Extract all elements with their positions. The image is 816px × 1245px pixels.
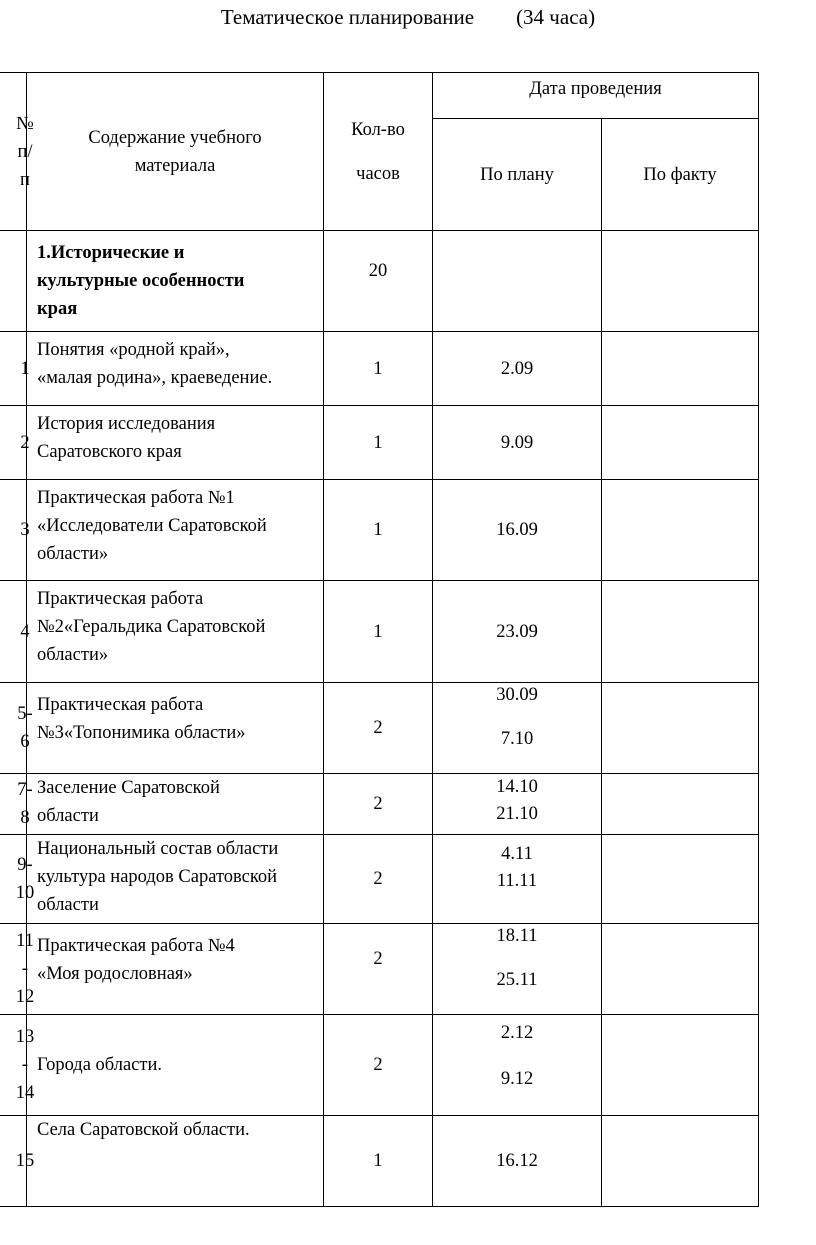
cell-text-line: 14.10 (496, 777, 538, 797)
row-content (27, 332, 324, 406)
row-fact (602, 683, 759, 774)
cell-text-line: История исследования (37, 414, 216, 434)
row-plan (433, 683, 602, 774)
cell-text-line: 23.09 (496, 621, 538, 642)
section-num (0, 231, 27, 332)
table-row (0, 835, 759, 924)
row-fact (602, 924, 759, 1015)
header-hours-line: Кол-во (351, 119, 405, 140)
cell-text-line: «Моя родословная» (37, 964, 193, 984)
row-content (27, 924, 324, 1015)
cell-text-line: 2.09 (500, 358, 534, 379)
row-fact (602, 581, 759, 683)
table-row (0, 774, 759, 835)
cell-text-line: 16.09 (496, 520, 538, 540)
cell-text-line: Практическая работа №4 (37, 936, 235, 956)
cell-text-line: №2«Геральдика Саратовской (37, 617, 266, 637)
cell-text-line: - (21, 959, 29, 979)
cell-text-line: 13 (15, 1027, 35, 1047)
cell-text-line: 9.09 (500, 432, 534, 453)
cell-text-line: 11 (16, 931, 34, 951)
row-content (27, 581, 324, 683)
cell-text-line: 12 (15, 987, 35, 1007)
cell-text-line: 2.12 (500, 1023, 534, 1043)
cell-text-line: 1 (20, 358, 30, 379)
cell-text-line: 7- (17, 780, 33, 800)
row-hours: 2 (324, 683, 433, 774)
row-num (0, 1015, 35, 1116)
row-plan (433, 1116, 602, 1207)
cell-text-line: культура народов Саратовской (37, 867, 278, 887)
cell-text-line: 21.10 (496, 804, 538, 824)
row-content (27, 480, 324, 581)
row-fact (602, 1116, 759, 1207)
section-fact (602, 231, 759, 332)
cell-text-line: области (37, 895, 99, 915)
cell-text-line: 15 (15, 1151, 35, 1171)
cell-text-line: Понятия «родной край», (37, 340, 230, 360)
header-fact: По факту (602, 119, 759, 231)
row-hours: 1 (324, 406, 433, 480)
cell-text-line: 4 (20, 621, 30, 642)
row-num (0, 406, 30, 480)
cell-text-line: 2 (373, 949, 383, 969)
section-hours: 20 (324, 231, 433, 332)
row-hours: 2 (324, 835, 433, 924)
page-title (0, 4, 816, 30)
section-title-line: культурные особенности (37, 271, 245, 291)
cell-text-line: Саратовского края (37, 442, 182, 462)
cell-text-line: 25.11 (496, 970, 538, 990)
row-plan (433, 581, 602, 683)
title-hours: (34 часа) (516, 5, 596, 29)
row-content (27, 1116, 324, 1207)
header-content-line: материала (134, 155, 216, 176)
row-num (0, 332, 30, 406)
row-num (0, 924, 35, 1015)
cell-text-line: - (21, 1055, 29, 1075)
cell-text-line: 9.12 (500, 1069, 534, 1089)
section-title-line: края (37, 299, 78, 319)
row-plan (433, 924, 602, 1015)
row-plan (433, 1015, 602, 1116)
row-plan (433, 406, 602, 480)
title-main: Тематическое планирование (220, 5, 475, 29)
cell-text-line: Практическая работа №1 (37, 488, 235, 508)
row-num (0, 683, 33, 774)
row-hours (324, 924, 433, 1015)
row-fact (602, 480, 759, 581)
cell-text-line: 18.11 (496, 926, 538, 946)
row-content (27, 774, 324, 835)
header-date: Дата проведения (433, 73, 759, 119)
header-row-1 (0, 73, 759, 119)
row-content (27, 835, 324, 924)
header-content-line: Содержание учебного (88, 127, 262, 148)
row-fact (602, 1015, 759, 1116)
cell-text-line: 30.09 (496, 685, 538, 705)
thematic-plan-table (0, 72, 759, 1207)
cell-text-line: «Исследователи Саратовской (37, 516, 267, 536)
cell-text-line: 16.12 (496, 1151, 538, 1171)
cell-text-line: 5- (17, 704, 33, 724)
row-plan (433, 480, 602, 581)
cell-text-line: 2 (20, 432, 30, 453)
row-content (27, 406, 324, 480)
row-plan (433, 332, 602, 406)
row-plan (433, 835, 602, 924)
cell-text-line: №3«Топонимика области» (37, 723, 246, 743)
cell-text-line: области» (37, 645, 109, 665)
row-fact (602, 835, 759, 924)
table-row (0, 480, 759, 581)
row-plan (433, 774, 602, 835)
header-num (0, 73, 34, 231)
row-hours: 1 (324, 1116, 433, 1207)
row-num (0, 1116, 35, 1207)
cell-text-line: 8 (20, 808, 30, 828)
row-fact (602, 332, 759, 406)
row-content (27, 683, 324, 774)
cell-text-line: области» (37, 544, 109, 564)
row-num (0, 480, 30, 581)
cell-text-line: Заселение Саратовской (37, 778, 220, 798)
row-hours: 2 (324, 774, 433, 835)
cell-text-line: области (37, 806, 99, 826)
row-num (0, 835, 35, 924)
cell-text-line: 7.10 (500, 729, 534, 749)
row-num (0, 774, 33, 835)
table-row (0, 683, 759, 774)
cell-text-line: 9- (17, 855, 33, 875)
section-title (27, 231, 324, 332)
table-row (0, 1116, 759, 1207)
row-hours: 1 (324, 332, 433, 406)
header-hours (324, 73, 433, 231)
row-content (27, 1015, 324, 1116)
cell-text-line: 4.11 (501, 844, 533, 864)
row-fact (602, 406, 759, 480)
row-num (0, 581, 30, 683)
header-content (27, 73, 324, 231)
row-hours: 1 (324, 480, 433, 581)
cell-text-line: 3 (20, 520, 30, 540)
header-plan: По плану (433, 119, 602, 231)
cell-text-line: Практическая работа (37, 695, 204, 715)
section-title-line: 1.Исторические и (37, 243, 185, 263)
table-row (0, 924, 759, 1015)
cell-text-line: Практическая работа (37, 589, 204, 609)
cell-text-line: 10 (15, 883, 35, 903)
header-num-line: № (16, 113, 34, 134)
header-hours-line: часов (356, 163, 400, 184)
header-num-line: п/ (17, 141, 33, 162)
section-plan (433, 231, 602, 332)
header-num-line: п (20, 169, 30, 190)
cell-text-line: Национальный состав области (37, 839, 279, 859)
row-hours: 2 (324, 1015, 433, 1116)
cell-text-line: Города области. (37, 1055, 163, 1075)
table-row (0, 332, 759, 406)
table-row (0, 1015, 759, 1116)
cell-text-line: 14 (15, 1083, 35, 1103)
cell-text-line: Села Саратовской области. (37, 1120, 250, 1140)
row-fact (602, 774, 759, 835)
cell-text-line: 6 (20, 732, 30, 752)
section-row (0, 231, 759, 332)
cell-text-line: «малая родина», краеведение. (37, 368, 273, 388)
cell-text-line: 11.11 (496, 871, 538, 891)
row-hours: 1 (324, 581, 433, 683)
table-row (0, 406, 759, 480)
table-row (0, 581, 759, 683)
